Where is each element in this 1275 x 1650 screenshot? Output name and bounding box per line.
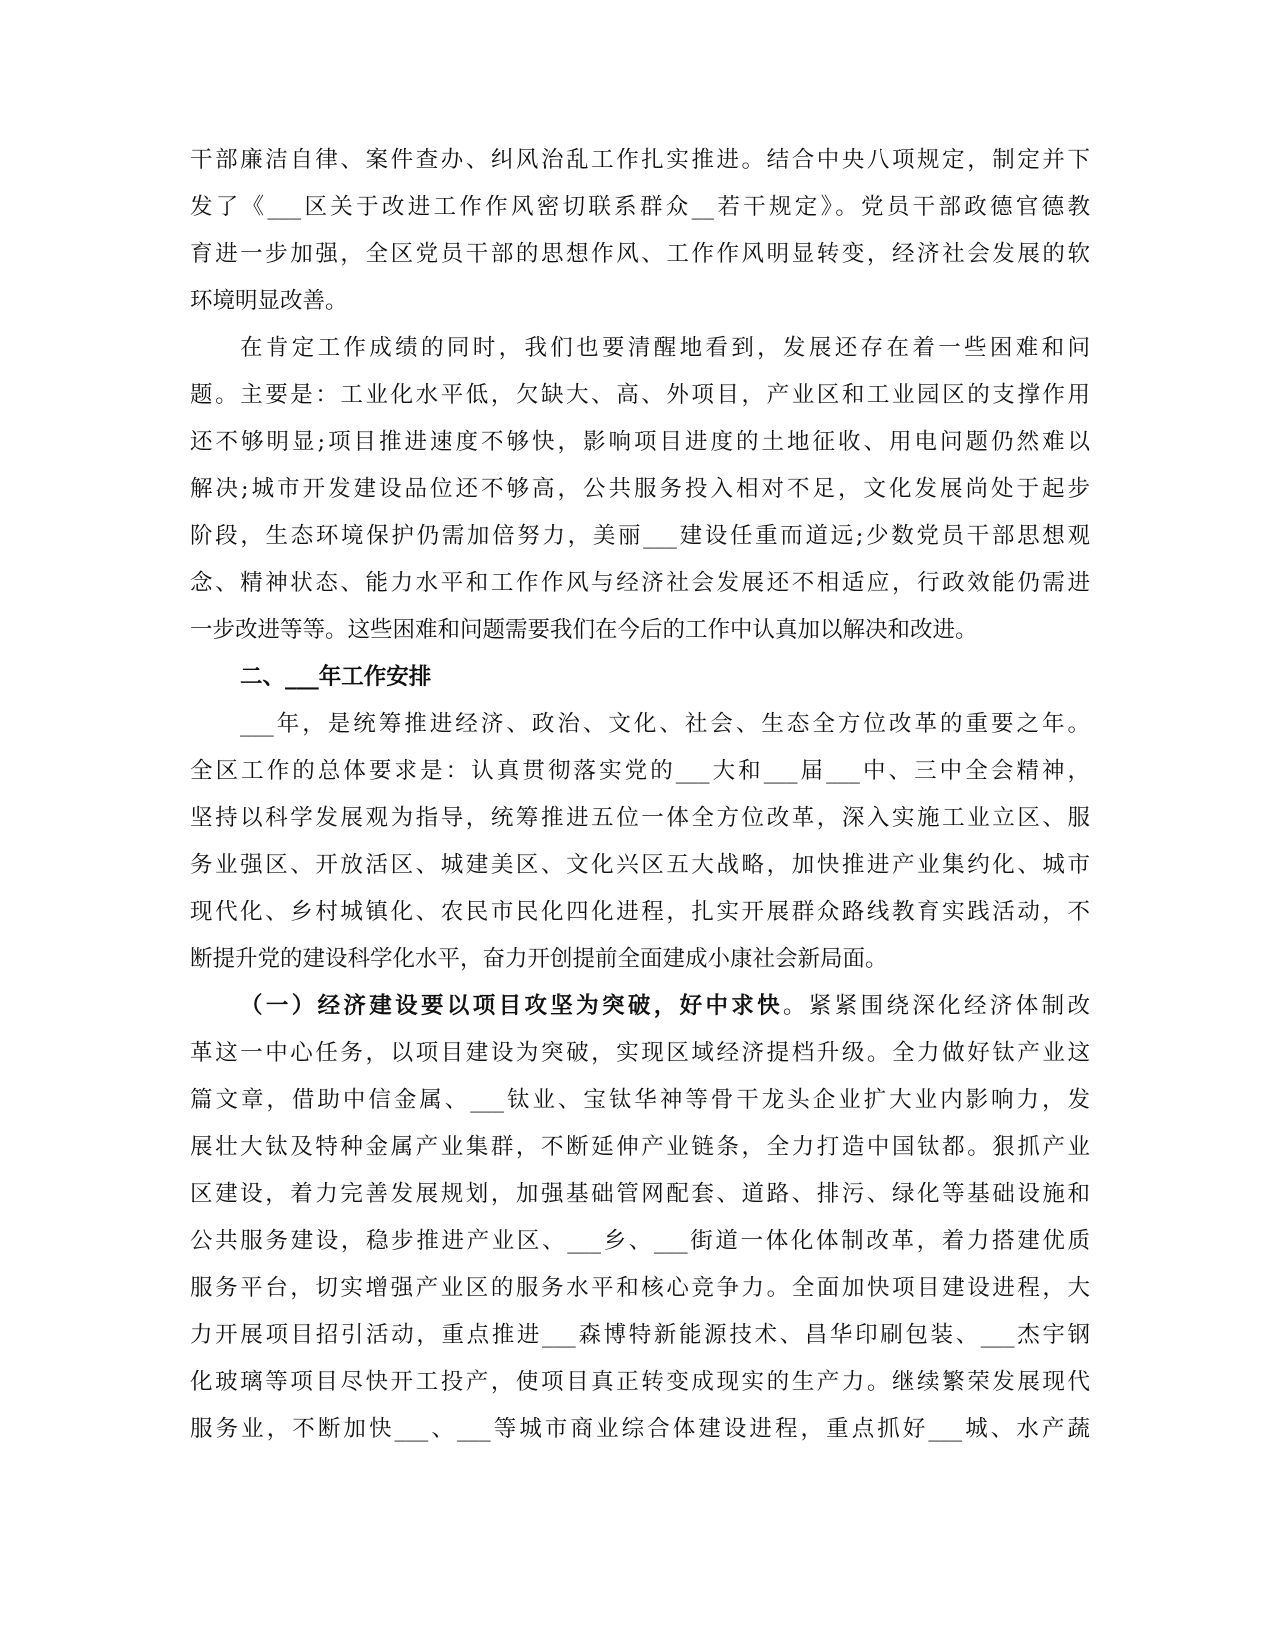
paragraph-3-line-2: 全区工作的总体要求是：认真贯彻落实党的___大和___届___中、三中全会精神， bbox=[190, 758, 1090, 784]
paragraph-4-line-2: 革这一中心任务，以项目建设为突破，实现区域经济提档升级。全力做好钛产业这 bbox=[190, 1040, 1090, 1066]
paragraph-1-line-3: 育进一步加强，全区党员干部的思想作风、工作作风明显转变，经济社会发展的软 bbox=[190, 241, 1090, 267]
paragraph-4-line-5: 区建设，着力完善发展规划，加强基础管网配套、道路、排污、绿化等基础设施和 bbox=[190, 1181, 1090, 1207]
paragraph-2-line-5: 阶段，生态环境保护仍需加倍努力，美丽___建设任重而道远;少数党员干部思想观 bbox=[190, 523, 1090, 549]
paragraph-4-line-4: 展壮大钛及特种金属产业集群，不断延伸产业链条，全力打造中国钛都。狠抓产业 bbox=[190, 1134, 1090, 1160]
paragraph-2-line-3: 还不够明显;项目推进速度不够快，影响项目进度的土地征收、用电问题仍然难以 bbox=[190, 429, 1090, 455]
paragraph-1-line-4: 环境明显改善。 bbox=[190, 288, 348, 314]
paragraph-1-line-1: 干部廉洁自律、案件查办、纠风治乱工作扎实推进。结合中央八项规定，制定并下 bbox=[190, 147, 1090, 173]
paragraph-2-line-1: 在肯定工作成绩的同时，我们也要清醒地看到，发展还存在着一些困难和问 bbox=[240, 335, 1090, 361]
paragraph-4-line-3: 篇文章，借助中信金属、___钛业、宝钛华神等骨干龙头企业扩大业内影响力，发 bbox=[190, 1087, 1090, 1113]
paragraph-2-line-2: 题。主要是：工业化水平低，欠缺大、高、外项目，产业区和工业园区的支撑作用 bbox=[190, 382, 1090, 408]
paragraph-4-line-8: 力开展项目招引活动，重点推进___森博特新能源技术、昌华印刷包装、___杰宇钢 bbox=[190, 1322, 1090, 1348]
paragraph-4-lead-rest: 。紧紧围绕深化经济体制改 bbox=[783, 993, 1090, 1019]
paragraph-3-line-5: 现代化、乡村城镇化、农民市民化四化进程，扎实开展群众路线教育实践活动，不 bbox=[190, 899, 1090, 925]
paragraph-1-line-2: 发了《___区关于改进工作作风密切联系群众__若干规定》。党员干部政德官德教 bbox=[190, 194, 1090, 220]
paragraph-4-line-1 bbox=[190, 986, 1090, 1026]
paragraph-2-line-6: 念、精神状态、能力水平和工作作风与经济社会发展还不相适应，行政效能仍需进 bbox=[190, 570, 1090, 596]
paragraph-4-line-9: 化玻璃等项目尽快开工投产，使项目真正转变成现实的生产力。继续繁荣发展现代 bbox=[190, 1369, 1090, 1395]
paragraph-3-line-1: ___年，是统筹推进经济、政治、文化、社会、生态全方位改革的重要之年。 bbox=[240, 711, 1090, 737]
paragraph-4-line-6: 公共服务建设，稳步推进产业区、___乡、___街道一体化体制改革，着力搭建优质 bbox=[190, 1228, 1090, 1254]
paragraph-3-line-3: 坚持以科学发展观为指导，统筹推进五位一体全方位改革，深入实施工业立区、服 bbox=[190, 805, 1090, 831]
section-heading: 二、___年工作安排 bbox=[240, 664, 432, 690]
paragraph-4-line-10: 服务业，不断加快___、___等城市商业综合体建设进程，重点抓好___城、水产蔬 bbox=[190, 1416, 1090, 1442]
paragraph-2-line-4: 解决;城市开发建设品位还不够高，公共服务投入相对不足，文化发展尚处于起步 bbox=[190, 476, 1090, 502]
paragraph-2-line-7: 一步改进等等。这些困难和问题需要我们在今后的工作中认真加以解决和改进。 bbox=[190, 617, 978, 643]
paragraph-4-lead-bold: （一）经济建设要以项目攻坚为突破，好中求快 bbox=[240, 993, 784, 1019]
paragraph-3-line-6: 断提升党的建设科学化水平，奋力开创提前全面建成小康社会新局面。 bbox=[190, 946, 888, 972]
paragraph-3-line-4: 务业强区、开放活区、城建美区、文化兴区五大战略，加快推进产业集约化、城市 bbox=[190, 852, 1090, 878]
paragraph-4-line-7: 服务平台，切实增强产业区的服务水平和核心竞争力。全面加快项目建设进程，大 bbox=[190, 1275, 1090, 1301]
